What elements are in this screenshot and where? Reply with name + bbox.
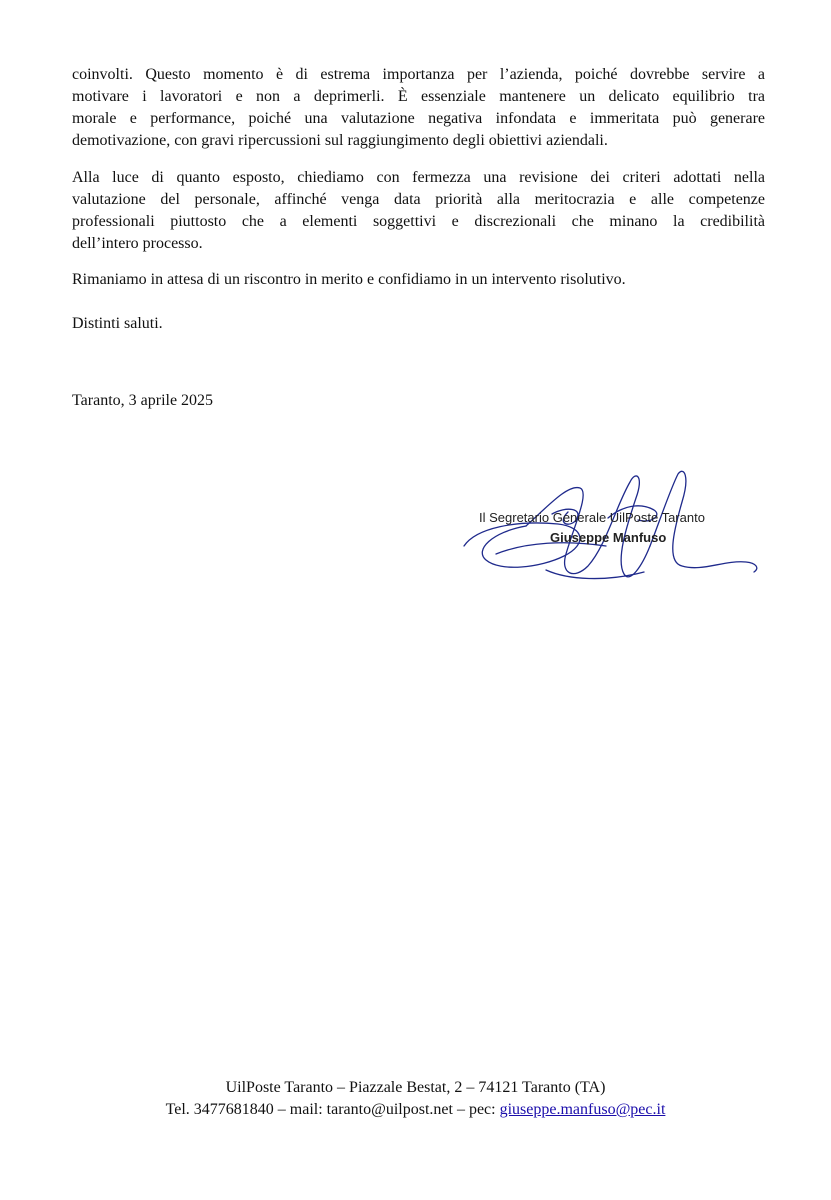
footer-address: UilPoste Taranto – Piazzale Bestat, 2 – 74121 Taranto (TA) bbox=[225, 1079, 606, 1096]
paragraph-line: coinvolti. Questo momento è di estrema importanza per l’azienda, poiché dovrebbe servire a bbox=[72, 66, 765, 83]
closing-salutation bbox=[72, 313, 765, 335]
signatory-name: Giuseppe Manfuso bbox=[550, 530, 667, 545]
paragraph-line: demotivazione, con gravi ripercussioni sul raggiungimento degli obiettivi aziendali. bbox=[72, 132, 608, 149]
paragraph-request bbox=[72, 167, 765, 255]
paragraph-line: Distinti saluti. bbox=[72, 315, 163, 332]
paragraph-line: motivare i lavoratori e non a deprimerli. È essenziale mantenere un delicato equilibrio tra bbox=[72, 88, 765, 105]
paragraph-line: valutazione del personale, affinché venga data priorità alla meritocrazia e alle competenze bbox=[72, 191, 765, 208]
paragraph-line: Rimaniamo in attesa di un riscontro in merito e confidiamo in un intervento risolutivo. bbox=[72, 271, 626, 288]
footer-contacts bbox=[0, 1100, 831, 1120]
signature-block bbox=[456, 462, 766, 590]
paragraph-awaiting bbox=[72, 269, 765, 291]
place-date: Taranto, 3 aprile 2025 bbox=[72, 392, 214, 409]
footer-contacts-text: Tel. 3477681840 – mail: taranto@uilpost.net – pec: bbox=[165, 1101, 500, 1118]
paragraph-line: dell’intero processo. bbox=[72, 235, 203, 252]
paragraph-line: professionali piuttosto che a elementi soggettivi e discrezionali che minano la credibilità bbox=[72, 213, 765, 230]
signatory-role: Il Segretario Generale UilPoste Taranto bbox=[479, 510, 705, 525]
handwritten-signature bbox=[456, 462, 766, 590]
paragraph-importance bbox=[72, 64, 765, 152]
paragraph-line: Alla luce di quanto esposto, chiediamo con fermezza una revisione dei criteri adottati nella bbox=[72, 169, 765, 186]
paragraph-line: morale e performance, poiché una valutazione negativa infondata e immeritata può generare bbox=[72, 110, 765, 127]
pec-email-link[interactable]: giuseppe.manfuso@pec.it bbox=[499, 1101, 666, 1118]
